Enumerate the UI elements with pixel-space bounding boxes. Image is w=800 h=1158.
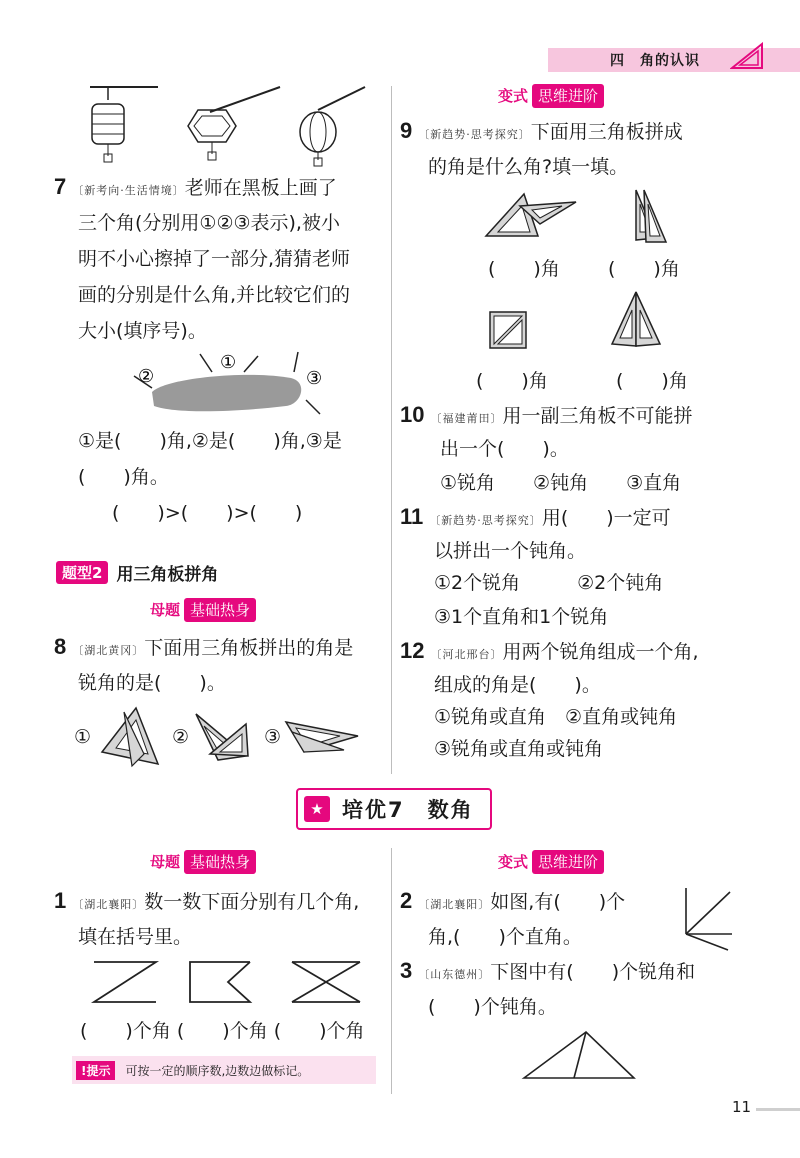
mother-question-pill-bottom: 母题 基础热身 xyxy=(146,850,256,874)
q9-blank-2[interactable]: ( )角 xyxy=(608,258,680,280)
q10-number: 10 xyxy=(400,402,425,427)
column-divider-bottom xyxy=(391,848,392,1094)
q10-options[interactable]: ①锐角 ②钝角 ③直角 xyxy=(440,472,682,494)
q8-set-square-figures xyxy=(96,702,366,772)
q7-label-1: ① xyxy=(220,352,237,373)
set-square-logo-icon xyxy=(730,42,764,70)
q7-line-2: 三个角(分别用①②③表示),被小 xyxy=(78,212,340,234)
q7-answer-line-1[interactable]: ①是( )角,②是( )角,③是 xyxy=(78,430,342,452)
q11-options-2[interactable]: ③1个直角和1个锐角 xyxy=(434,606,609,628)
question-type-tag: 题型2 xyxy=(56,561,108,584)
q7-source: 〔新考向·生活情境〕 xyxy=(72,184,185,197)
bq1-blanks[interactable]: ( )个角 ( )个角 ( )个角 xyxy=(80,1020,365,1042)
variant-pill-top: 变式 思维进阶 xyxy=(494,84,604,108)
chapter-title: 四 角的认识 xyxy=(610,53,700,69)
bq1-line-2: 填在括号里。 xyxy=(78,926,193,948)
bq2-number: 2 xyxy=(400,888,413,913)
q11-line-2: 以拼出一个钝角。 xyxy=(434,540,587,562)
q9-number: 9 xyxy=(400,118,413,143)
q12-source: 〔河北邢台〕 xyxy=(430,648,503,661)
bq3-line-2[interactable]: ( )个钝角。 xyxy=(428,996,557,1018)
q10-source: 〔福建莆田〕 xyxy=(430,412,503,425)
page-number: 11 xyxy=(732,1098,752,1116)
q7-label-2: ② xyxy=(138,366,155,387)
q8-line-1: 8 〔湖北黄冈〕下面用三角板拼出的角是 xyxy=(54,634,354,659)
bq1-line-1: 1 〔湖北襄阳〕数一数下面分别有几个角, xyxy=(54,888,360,913)
section-title: 培优7 数角 xyxy=(342,798,474,822)
q12-options-1[interactable]: ①锐角或直角 ②直角或钝角 xyxy=(434,706,678,728)
q12-line-2[interactable]: 组成的角是( )。 xyxy=(434,674,601,696)
bq2-line-2[interactable]: 角,( )个直角。 xyxy=(428,926,582,948)
hint-badge: !提示 xyxy=(76,1061,115,1080)
q7-line-4: 画的分别是什么角,并比较它们的 xyxy=(78,284,351,306)
q12-options-2[interactable]: ③锐角或直角或钝角 xyxy=(434,738,604,760)
q7-line-1: 7 〔新考向·生活情境〕老师在黑板上画了 xyxy=(54,174,337,199)
q8-option-3[interactable]: ③ xyxy=(264,726,282,748)
bq3-line-1: 3 〔山东德州〕下图中有( )个锐角和 xyxy=(400,958,696,983)
question-type-2-heading xyxy=(56,560,218,584)
star-icon: ★ xyxy=(304,796,330,822)
q9-line-2: 的角是什么角?填一填。 xyxy=(428,156,629,178)
hint-box xyxy=(72,1056,376,1084)
q10-line-2[interactable]: 出一个( )。 xyxy=(440,438,569,460)
bq1-figures xyxy=(90,958,380,1008)
lantern-illustration xyxy=(80,82,370,172)
q7-line-3: 明不小心擦掉了一部分,猜猜老师 xyxy=(78,248,351,270)
bq2-source: 〔湖北襄阳〕 xyxy=(418,898,491,911)
q10-line-1: 10 〔福建莆田〕用一副三角板不可能拼 xyxy=(400,402,693,427)
q8-source: 〔湖北黄冈〕 xyxy=(72,644,145,657)
q7-line-5: 大小(填序号)。 xyxy=(78,320,207,342)
bq3-source: 〔山东德州〕 xyxy=(418,968,491,981)
q11-line-1: 11 〔新趋势·思考探究〕用( )一定可 xyxy=(400,504,671,529)
q7-compare-blanks[interactable]: ( )>( )>( ) xyxy=(112,502,303,524)
q9-blank-3[interactable]: ( )角 xyxy=(476,370,548,392)
q9-blank-1[interactable]: ( )角 xyxy=(488,258,560,280)
column-divider-top xyxy=(391,86,392,774)
bq3-number: 3 xyxy=(400,958,413,983)
q8-option-2[interactable]: ② xyxy=(172,726,190,748)
hint-text: 可按一定的顺序数,边数边做标记。 xyxy=(125,1063,310,1078)
q7-label-3: ③ xyxy=(306,368,323,389)
q12-number: 12 xyxy=(400,638,425,663)
section-banner xyxy=(296,788,492,830)
q8-line-2[interactable]: 锐角的是( )。 xyxy=(78,672,226,694)
bq3-triangle-figure xyxy=(520,1028,640,1084)
mother-question-pill: 母题 基础热身 xyxy=(146,598,256,622)
bq1-source: 〔湖北襄阳〕 xyxy=(72,898,145,911)
q7-number: 7 xyxy=(54,174,67,199)
question-type-title: 用三角板拼角 xyxy=(116,564,219,585)
q11-options-1[interactable]: ①2个锐角 ②2个钝角 xyxy=(434,572,664,594)
bq2-figure xyxy=(680,884,740,954)
q7-erased-angles-figure xyxy=(126,348,336,420)
q9-blank-4[interactable]: ( )角 xyxy=(616,370,688,392)
q7-answer-line-2[interactable]: ( )角。 xyxy=(78,466,169,488)
q8-number: 8 xyxy=(54,634,67,659)
q11-source: 〔新趋势·思考探究〕 xyxy=(429,514,542,527)
q8-option-1[interactable]: ① xyxy=(74,726,92,748)
q9-source: 〔新趋势·思考探究〕 xyxy=(418,128,531,141)
variant-pill-bottom: 变式 思维进阶 xyxy=(494,850,604,874)
q11-number: 11 xyxy=(400,504,424,529)
footer-rule xyxy=(756,1108,800,1111)
bq1-number: 1 xyxy=(54,888,67,913)
bq2-line-1: 2 〔湖北襄阳〕如图,有( )个 xyxy=(400,888,626,913)
q12-line-1: 12 〔河北邢台〕用两个锐角组成一个角, xyxy=(400,638,699,663)
q9-line-1: 9 〔新趋势·思考探究〕下面用三角板拼成 xyxy=(400,118,683,143)
